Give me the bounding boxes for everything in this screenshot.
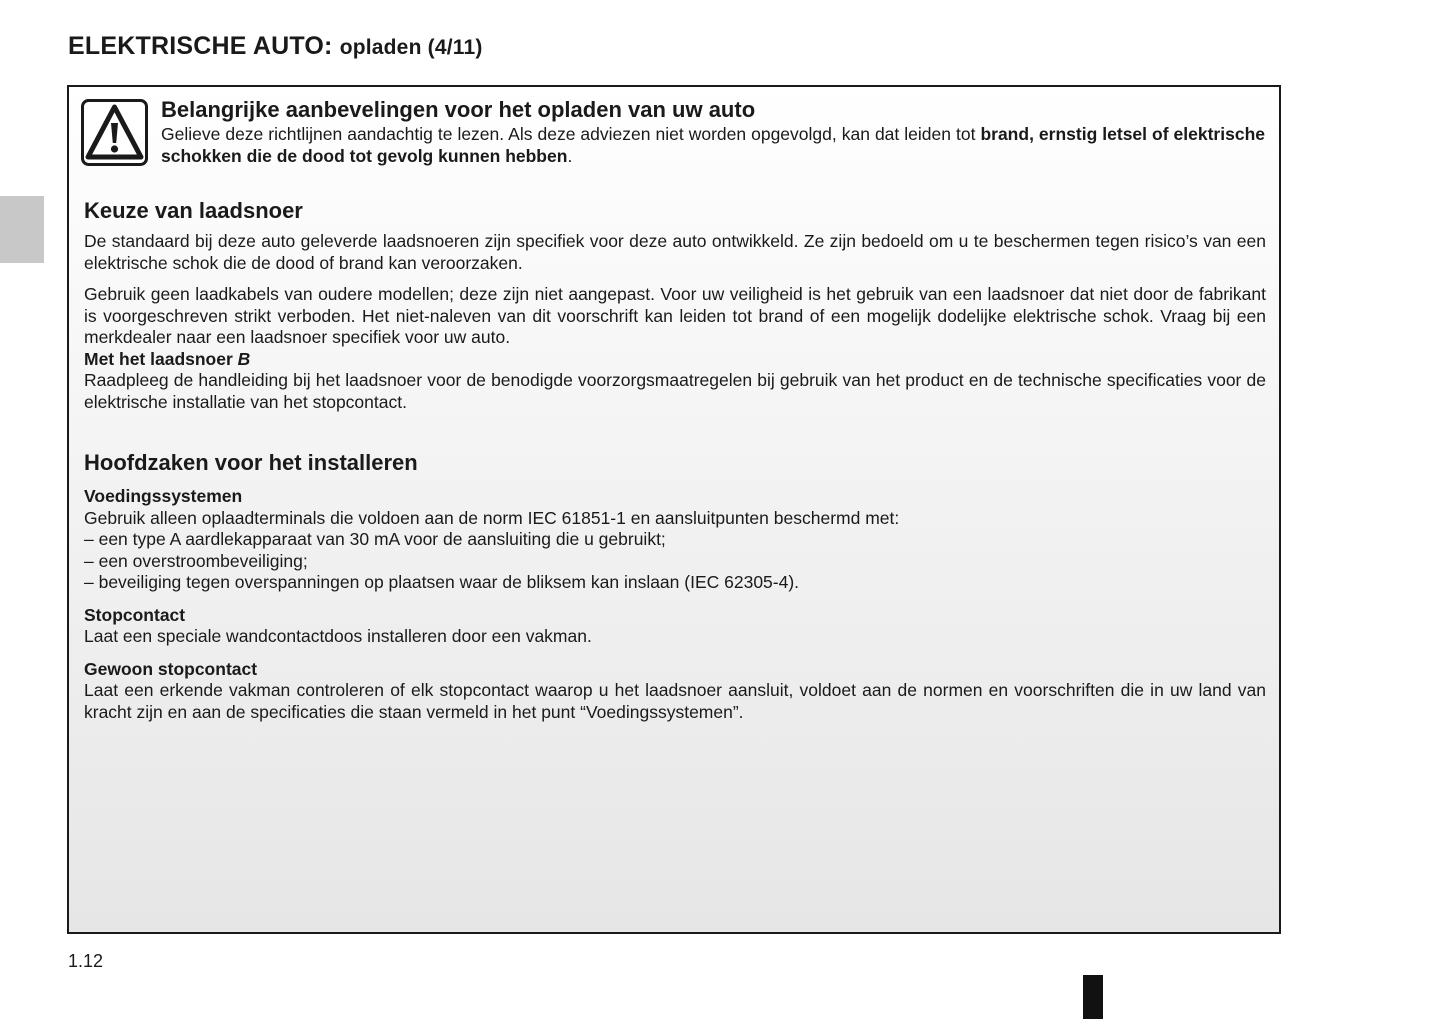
instructions-content: [84, 197, 1266, 723]
page-title-main: ELEKTRISCHE AUTO:: [68, 32, 333, 60]
list-item: – een overstroombeveiliging;: [84, 550, 308, 571]
paragraph: Laat een erkende vakman controleren of elk stopcontact waarop u het laadsnoer aansluit, voldoet aan de normen en voorschriften die in uw land van kracht zijn en aan de specificaties die staan vermeld in het punt “Voedingssystemen”.: [84, 680, 1266, 722]
page-title-sub: opladen (4/11): [339, 36, 483, 59]
paragraph: Laat een speciale wandcontactdoos installeren door een vakman.: [84, 626, 592, 646]
chapter-side-tab: [0, 196, 44, 263]
warning-title: Belangrijke aanbevelingen voor het opladen van uw auto: [161, 97, 756, 122]
warning-box: [67, 85, 1281, 934]
subheading-stopcontact: Stopcontact: [84, 604, 186, 625]
warning-text: [161, 124, 1265, 167]
page-number: 1.12: [68, 951, 104, 971]
section-heading-installeren: Hoofdzaken voor het installeren: [84, 450, 418, 475]
subheading-met-laadsnoer: [84, 349, 1266, 371]
page-title: [68, 32, 483, 61]
subheading-voedingssystemen: Voedingssystemen: [84, 486, 243, 506]
list-item: – beveiliging tegen overspanningen op plaatsen waar de bliksem kan inslaan (IEC 62305-4).: [84, 572, 800, 592]
thumb-index-bar: [1083, 975, 1103, 1019]
paragraph: Gebruik geen laadkabels van oudere modellen; deze zijn niet aangepast. Voor uw veiligheid is het gebruik van een laadsnoer dat niet door de fabrikant is voorgeschreven strikt verboden. Het niet-naleven van dit voorschrift kan leiden tot brand of een mogelijk dodelijke elektrische schok. Vraag bij een merkdealer naar een laadsnoer specifiek voor uw auto.: [84, 284, 1266, 347]
subheading-italic: B: [237, 348, 251, 369]
warning-text-intro: Gelieve deze richtlijnen aandachtig te lezen. Als deze adviezen niet worden opgevolgd, kan dat leiden tot: [161, 124, 981, 144]
section-heading-laadsnoer: Keuze van laadsnoer: [84, 198, 303, 223]
warning-text-emphasis: brand, ernstig letsel of elektrische schokken die de dood tot gevolg kunnen hebben: [161, 124, 1265, 166]
paragraph: Raadpleeg de handleiding bij het laadsnoer voor de benodigde voorzorgsmaatregelen bij gebruik van het product en de technische specificaties voor de elektrische installatie van het stopcontact.: [84, 370, 1266, 412]
warning-text-end: .: [567, 145, 573, 166]
warning-triangle-icon: [81, 99, 148, 171]
subheading-gewoon-stopcontact: Gewoon stopcontact: [84, 658, 258, 679]
subheading-text: Met het laadsnoer: [84, 348, 238, 369]
list-item: – een type A aardlekapparaat van 30 mA voor de aansluiting die u gebruikt;: [84, 529, 666, 549]
paragraph: De standaard bij deze auto geleverde laadsnoeren zijn specifiek voor deze auto ontwikkeld. Ze zijn bedoeld om u te beschermen tegen risico’s van een elektrische schok die de dood of brand kan veroorzaken.: [84, 231, 1266, 273]
paragraph: Gebruik alleen oplaadterminals die voldoen aan de norm IEC 61851-1 en aansluitpunten beschermd met:: [84, 507, 900, 528]
